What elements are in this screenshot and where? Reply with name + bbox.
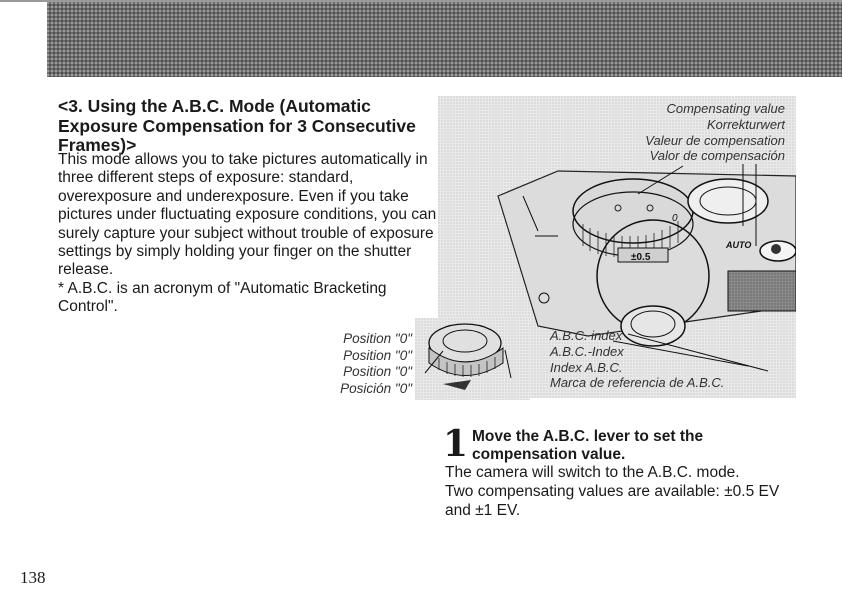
callout-line: Marca de referencia de A.B.C. [550, 375, 725, 391]
mode-dial [573, 179, 693, 243]
callout-line: Korrekturwert [706, 116, 785, 132]
callout-line: Compensating value [666, 101, 785, 116]
compensating-value-callout [600, 101, 785, 164]
abc-footnote: * A.B.C. is an acronym of "Automatic Bracketing Control". [58, 279, 387, 316]
position-label-fr: Position "0" [343, 364, 412, 379]
callout-line: Index A.B.C. [550, 359, 623, 375]
section-body [58, 151, 438, 317]
step-title: Move the A.B.C. lever to set the compensation value. [472, 428, 704, 463]
section-title: <3. Using the A.B.C. Mode (Automatic Exposure Compensation for 3 Consecutive Frames)> [58, 96, 416, 155]
callout-line: A.B.C.-Index [550, 343, 624, 359]
page-number: 138 [20, 568, 46, 587]
position-label-en: Position "0" [343, 331, 412, 346]
step-line: Two compensating values are available: ±0.5 EV [445, 483, 780, 500]
header-band [47, 2, 842, 77]
callout-line: A.B.C. index [550, 328, 623, 343]
abc-index-callout [550, 328, 724, 391]
position-labels [300, 331, 412, 397]
callout-line: Valeur de compensation [645, 132, 785, 148]
position-label-es: Posición "0" [340, 380, 412, 396]
step-number: 1 [443, 423, 469, 465]
plus-minus-marking: ±0.5 [631, 252, 651, 263]
body-paragraph: This mode allows you to take pictures automatically in three different steps of exposure: standard, overexposure and underexposure. Even if you take pictures under fluctuating exposure conditions, you can surely capture your subject without trouble of exposure settings by simply holding your finger on the shutter release. [58, 151, 437, 279]
step-body [445, 463, 825, 520]
auto-marking: AUTO [726, 240, 752, 250]
step-line: and ±1 EV. [445, 502, 521, 519]
zero-marking: 0 [672, 213, 678, 224]
callout-line: Valor de compensación [649, 148, 785, 164]
position-zero-photo [415, 318, 530, 400]
position-label-de: Position "0" [343, 347, 412, 363]
step-line: The camera will switch to the A.B.C. mode. [445, 464, 740, 481]
